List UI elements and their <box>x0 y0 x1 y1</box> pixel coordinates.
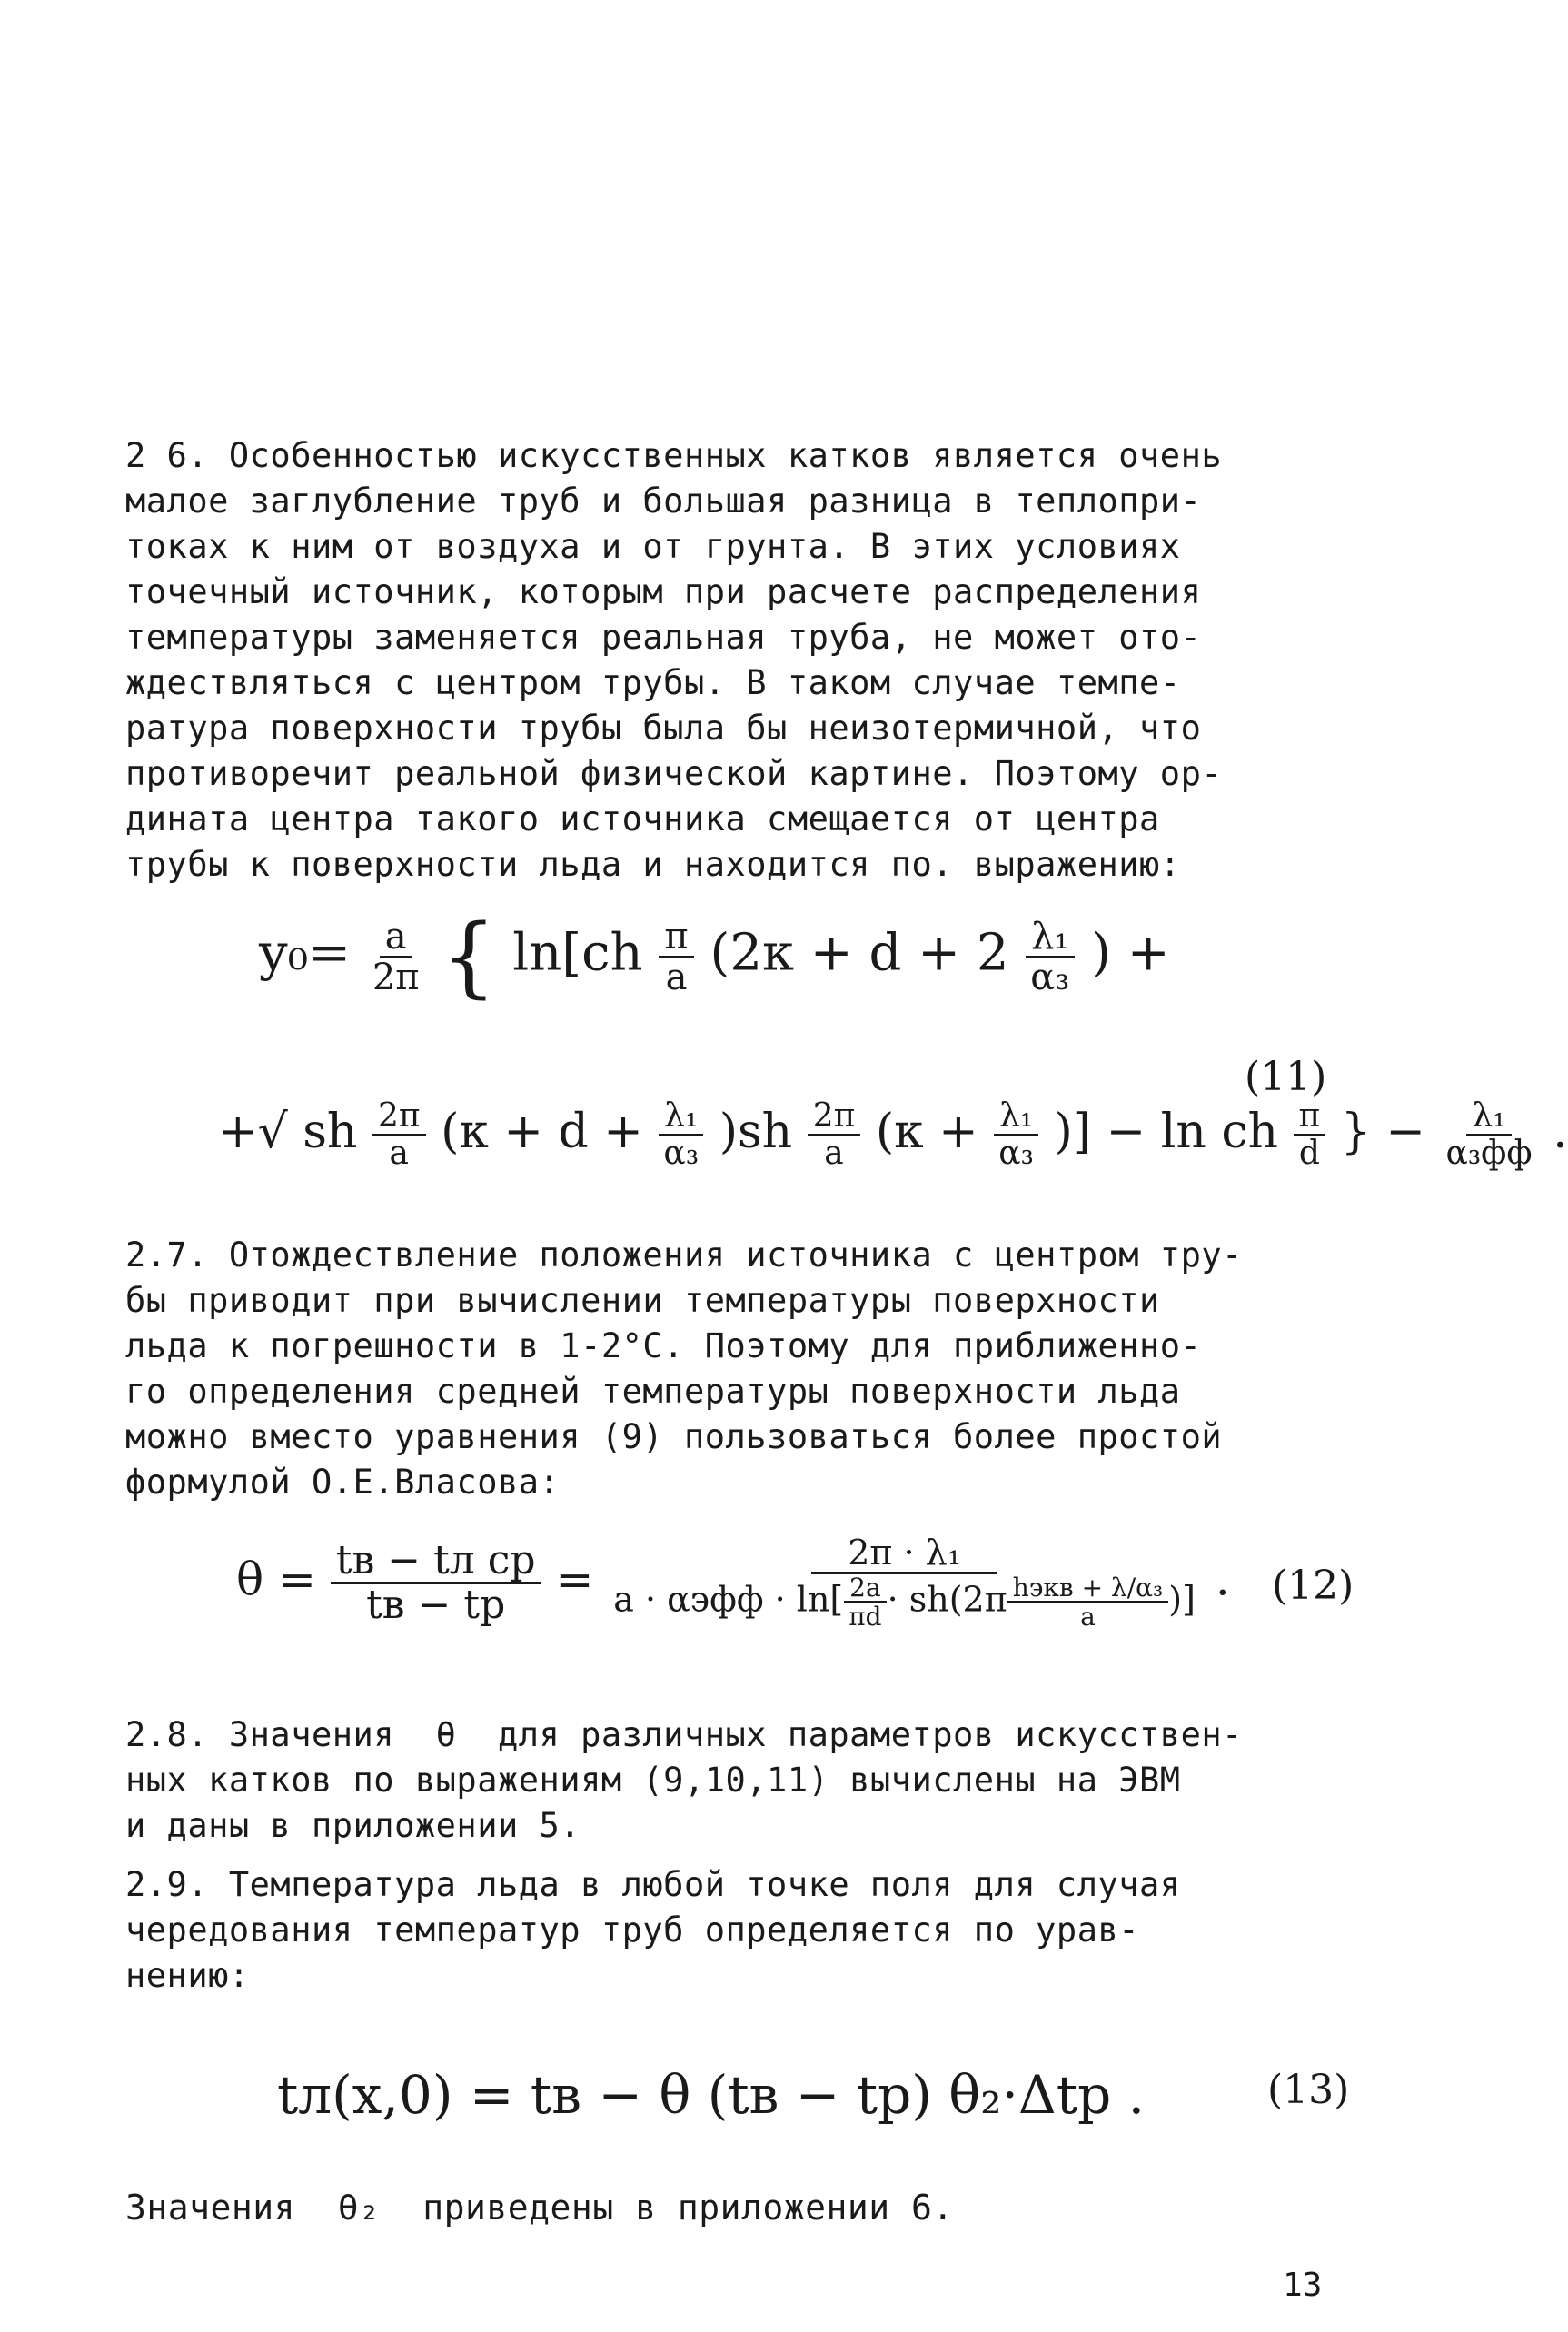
fraction-denominator: α₃ <box>998 1134 1034 1172</box>
text-line: можно вместо уравнения (9) пользоваться более простой <box>125 1417 1223 1456</box>
fraction-denominator: α₃ <box>1030 956 1070 998</box>
equation-number-12: (12) <box>1272 1563 1355 1609</box>
text-line: го определения средней температуры поверхности льда <box>125 1372 1181 1411</box>
fraction-numerator: λ₁ <box>1466 1099 1511 1136</box>
fraction <box>843 1574 887 1631</box>
fraction <box>808 1099 861 1171</box>
formula-11-line-2 <box>218 1099 1568 1171</box>
fraction-numerator: 2a <box>844 1574 887 1603</box>
text-line: чередования температур труб определяется по урав- <box>125 1910 1140 1950</box>
formula-term: ) + <box>1091 923 1170 983</box>
fraction-denominator: πd <box>849 1602 882 1632</box>
fraction <box>659 915 693 998</box>
text-line: малое заглубление труб и большая разница в теплопри- <box>125 481 1202 521</box>
text-line: формулой О.Е.Власова: <box>125 1463 561 1502</box>
formula-term: (к + <box>875 1104 978 1159</box>
formula-term: (к + d + <box>441 1104 643 1159</box>
text-line: нению: <box>125 1956 250 1995</box>
note <box>125 2185 1343 2230</box>
text-line: противоречит реальной физической картине. Поэтому ор- <box>125 754 1223 793</box>
equation-number-11: (11) <box>1245 1054 1327 1100</box>
section-2-9 <box>125 1862 1343 1999</box>
left-brace: { <box>441 906 497 1007</box>
formula-term: )sh <box>719 1104 793 1159</box>
fraction-numerator: 2π <box>808 1099 861 1136</box>
formula-term: ln[ch <box>512 923 643 983</box>
fraction-denominator: α₃ <box>663 1134 700 1172</box>
note-text: Значения θ₂ приведены в приложении 6. <box>125 2188 954 2228</box>
formula-12-line <box>236 1535 1230 1631</box>
fraction-numerator: π <box>659 918 693 958</box>
fraction <box>1440 1099 1537 1171</box>
fraction-numerator: λ₁ <box>1026 918 1074 958</box>
fraction <box>1294 1099 1326 1171</box>
fraction-denominator: a <box>389 1134 409 1172</box>
fraction-numerator: λ₁ <box>659 1099 703 1136</box>
text-line: льда к погрешности в 1-2°С. Поэтому для приближенно- <box>125 1326 1202 1365</box>
sqrt-sign: +√ <box>218 1104 288 1159</box>
formula-term: · sh(2π <box>887 1579 1007 1620</box>
fraction <box>367 915 425 998</box>
section-2-7 <box>125 1233 1343 1505</box>
fraction-denominator: 2π <box>372 956 420 998</box>
text-line: трубы к поверхности льда и находится по. выражению: <box>125 845 1181 884</box>
formula-term: sh <box>303 1104 358 1159</box>
fraction <box>993 1099 1039 1171</box>
fraction-denominator: a <box>1080 1602 1096 1632</box>
fraction-denominator: tв − tр <box>366 1581 506 1628</box>
fraction-denominator <box>608 1574 1201 1631</box>
fraction <box>372 1099 426 1171</box>
text-line: 2.9. Температура льда в любой точке поля для случая <box>125 1865 1181 1904</box>
formula-lhs: y₀= <box>259 923 352 983</box>
fraction-denominator: a <box>824 1134 844 1172</box>
fraction <box>331 1536 541 1628</box>
formula-13-line: tл(x,0) = tв − θ (tв − tр) θ₂·Δtр . <box>277 2064 1146 2126</box>
formula-term: (2к + d + 2 <box>710 923 1009 983</box>
fraction-numerator: 2π <box>372 1099 426 1136</box>
fraction <box>658 1099 704 1171</box>
fraction-denominator: α₃фф <box>1445 1134 1533 1172</box>
fraction <box>1025 915 1075 998</box>
text-line: 2 6. Особенностью искусственных катков является очень <box>125 436 1223 475</box>
page-number: 13 <box>1283 2267 1323 2304</box>
fraction-numerator: tв − tл ср <box>331 1540 541 1584</box>
text-line: ных катков по выражениям (9,10,11) вычислены на ЭВМ <box>125 1761 1181 1800</box>
fraction-numerator: hэкв + λ/α₃ <box>1007 1574 1169 1603</box>
formula-11-line-1 <box>259 906 1170 1007</box>
fraction <box>608 1535 1201 1631</box>
text-line: температуры заменяется реальная труба, не может ото- <box>125 618 1202 657</box>
formula-term: = <box>555 1553 594 1606</box>
text-line: точечный источник, которым при расчете распределения <box>125 572 1202 611</box>
text-line: 2.7. Отождествление положения источника с центром тру- <box>125 1235 1243 1275</box>
section-2-6 <box>125 433 1343 888</box>
fraction <box>1007 1574 1169 1631</box>
fraction-numerator: a <box>380 918 412 958</box>
text-line: 2.8. Значения θ для различных параметров искусствен- <box>125 1715 1243 1754</box>
fraction-numerator: λ₁ <box>994 1099 1038 1136</box>
formula-term: )] − ln ch <box>1054 1104 1278 1159</box>
section-2-8 <box>125 1712 1343 1849</box>
text-line: ждествляться с центром трубы. В таком случае темпе- <box>125 663 1181 702</box>
formula-lhs: θ = <box>236 1553 316 1606</box>
formula-term: } − <box>1340 1104 1425 1159</box>
fraction-denominator: d <box>1298 1134 1320 1172</box>
fraction-denominator: a <box>665 956 688 998</box>
equation-number-13: (13) <box>1267 2067 1350 2113</box>
text-line: ратура поверхности трубы была бы неизотермичной, что <box>125 709 1202 748</box>
text-line: токах к ним от воздуха и от грунта. В этих условиях <box>125 527 1181 566</box>
formula-term: a · αэфф · ln[ <box>613 1579 844 1620</box>
fraction-numerator: π <box>1294 1099 1326 1136</box>
formula-term: . <box>1215 1553 1230 1606</box>
text-line: и даны в приложении 5. <box>125 1806 581 1845</box>
text-line: бы приводит при вычислении температуры поверхности <box>125 1281 1160 1320</box>
formula-term: . <box>1553 1104 1568 1159</box>
text-line: дината центра такого источника смещается от центра <box>125 799 1160 839</box>
formula-term: )] <box>1168 1579 1196 1620</box>
fraction-numerator: 2π · λ₁ <box>811 1535 997 1574</box>
